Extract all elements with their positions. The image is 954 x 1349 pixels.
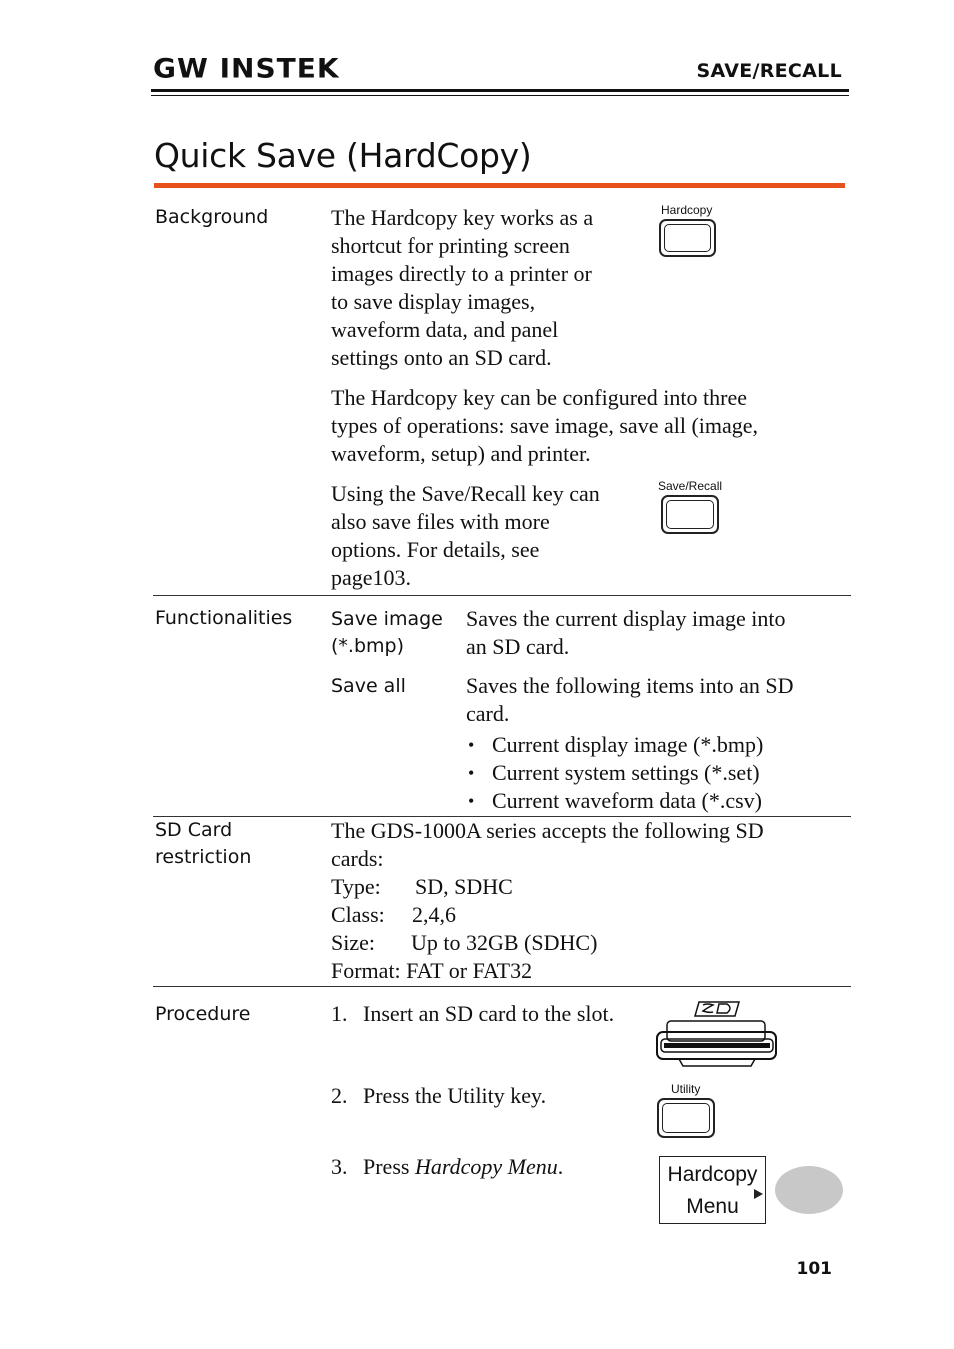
text-line: Saves the current display image into bbox=[466, 606, 786, 631]
header-rule-thin bbox=[151, 95, 849, 96]
step-text-pre: Press bbox=[363, 1154, 415, 1179]
page-title: Quick Save (HardCopy) bbox=[154, 136, 532, 175]
sd-type-row bbox=[331, 873, 841, 901]
text-line: options. For details, see bbox=[331, 537, 540, 562]
list-item: • Current waveform data (*.csv) bbox=[466, 787, 846, 815]
list-item: • Current display image (*.bmp) bbox=[466, 731, 846, 759]
text-line: The Hardcopy key can be configured into three bbox=[331, 385, 747, 410]
background-para2 bbox=[331, 384, 831, 468]
save-image-name bbox=[331, 606, 443, 660]
utility-key-label: Utility bbox=[671, 1082, 701, 1096]
step-number: 2. bbox=[331, 1083, 348, 1108]
gw-instek-logo: GW INSTEK bbox=[153, 52, 340, 85]
sd-type-key: Type: bbox=[331, 874, 381, 899]
hardcopy-key-icon bbox=[659, 219, 716, 257]
text-line: Save image bbox=[331, 608, 443, 630]
step-number: 1. bbox=[331, 1001, 348, 1026]
step-number: 3. bbox=[331, 1154, 348, 1179]
hardcopy-menu-softkey bbox=[659, 1156, 766, 1224]
save-image-desc bbox=[466, 605, 846, 661]
text-line: an SD card. bbox=[466, 634, 570, 659]
row-divider bbox=[153, 595, 851, 596]
text-line: The Hardcopy key works as a bbox=[331, 205, 594, 230]
sd-card-text bbox=[331, 817, 841, 985]
text-line: (*.bmp) bbox=[331, 635, 404, 657]
text-line: waveform, setup) and printer. bbox=[331, 441, 591, 466]
step-text: Press the Utility key. bbox=[363, 1083, 547, 1108]
list-item: • Current system settings (*.set) bbox=[466, 759, 846, 787]
hardcopy-key-label: Hardcopy bbox=[661, 203, 713, 217]
title-underline bbox=[154, 183, 845, 188]
sd-size-row bbox=[331, 929, 841, 957]
triangle-right-icon bbox=[754, 1189, 763, 1199]
step-text-post: . bbox=[557, 1154, 564, 1179]
sd-class-value: 2,4,6 bbox=[412, 902, 456, 927]
softkey-line: Hardcopy bbox=[667, 1163, 758, 1186]
procedure-label: Procedure bbox=[155, 1003, 251, 1025]
text-line: also save files with more bbox=[331, 509, 550, 534]
step-text-italic: Hardcopy Menu bbox=[414, 1154, 558, 1179]
section-label: SAVE/RECALL bbox=[696, 60, 842, 82]
background-label: Background bbox=[155, 206, 269, 228]
sd-logo-icon bbox=[695, 1002, 739, 1016]
softkey-button-icon bbox=[775, 1166, 843, 1214]
functionalities-label: Functionalities bbox=[155, 607, 293, 629]
text-line: types of operations: save image, save all (image, bbox=[331, 413, 759, 438]
sd-size-value: Up to 32GB (SDHC) bbox=[411, 930, 598, 955]
background-para3 bbox=[331, 480, 651, 592]
header-rule bbox=[151, 89, 849, 92]
background-para1 bbox=[331, 204, 651, 372]
sd-class-row bbox=[331, 901, 841, 929]
save-all-name: Save all bbox=[331, 675, 406, 697]
sd-slot-icon bbox=[655, 999, 780, 1071]
text-line: images directly to a printer or bbox=[331, 261, 592, 286]
text-line: settings onto an SD card. bbox=[331, 345, 552, 370]
text-line: card. bbox=[466, 701, 510, 726]
sd-class-key: Class: bbox=[331, 902, 385, 927]
row-divider bbox=[153, 986, 851, 987]
step-text: Insert an SD card to the slot. bbox=[363, 1001, 615, 1026]
step-1 bbox=[331, 1000, 615, 1028]
softkey-line: Menu bbox=[686, 1195, 739, 1218]
sd-size-key: Size: bbox=[331, 930, 375, 955]
text-line: cards: bbox=[331, 846, 384, 871]
save-all-desc bbox=[466, 672, 846, 728]
text-line: to save display images, bbox=[331, 289, 536, 314]
page-number: 101 bbox=[796, 1259, 832, 1279]
text-line: Using the Save/Recall key can bbox=[331, 481, 600, 506]
sd-card-label bbox=[155, 817, 251, 871]
save-all-item-list bbox=[466, 731, 846, 815]
text-line: page103. bbox=[331, 565, 412, 590]
step-2 bbox=[331, 1082, 547, 1110]
save-recall-key-icon bbox=[661, 495, 719, 534]
save-recall-key-label: Save/Recall bbox=[658, 479, 723, 493]
text-line: restriction bbox=[155, 846, 252, 868]
text-line: Saves the following items into an SD bbox=[466, 673, 794, 698]
utility-key-icon bbox=[657, 1098, 715, 1138]
text-line: SD Card bbox=[155, 819, 233, 841]
step-3 bbox=[331, 1153, 564, 1181]
text-line: waveform data, and panel bbox=[331, 317, 559, 342]
step-text bbox=[363, 1153, 563, 1181]
text-line: The GDS-1000A series accepts the following SD bbox=[331, 818, 764, 843]
sd-format-line: Format: FAT or FAT32 bbox=[331, 958, 533, 983]
text-line: shortcut for printing screen bbox=[331, 233, 570, 258]
sd-type-value: SD, SDHC bbox=[415, 874, 513, 899]
